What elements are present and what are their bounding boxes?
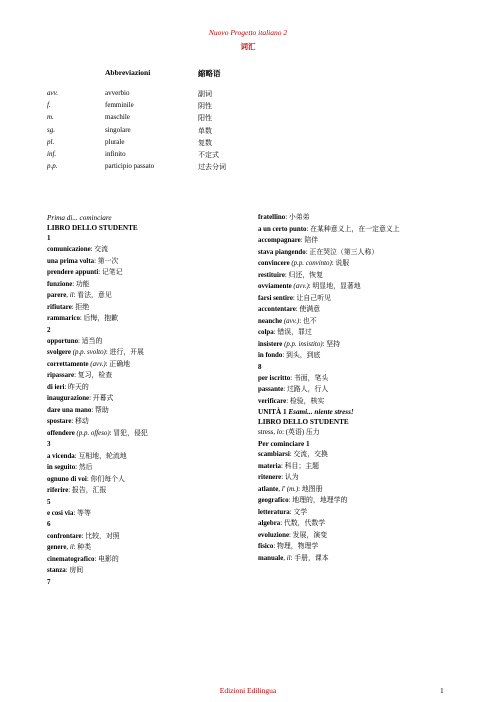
entry-term: dare una mano (47, 406, 92, 414)
entry-term: confrontare (47, 532, 82, 540)
vocabulary-entry (47, 486, 252, 495)
vocabulary-entry (47, 555, 252, 564)
entry-translation: : 坚持 (322, 340, 340, 348)
entry-term: passante (258, 386, 284, 394)
exercise-number: 8 (258, 362, 262, 371)
vocabulary-entry (258, 328, 458, 337)
entry-translation: : 种类 (73, 544, 92, 552)
entry-translation: : 交流，交换 (289, 451, 328, 459)
vocabulary-entry (258, 282, 458, 291)
abbreviation-italian: participio passato (105, 162, 155, 171)
entry-term: convincere (258, 260, 290, 267)
entry-translation: : 开幕式 (89, 395, 114, 403)
exercise-number: 1 (47, 234, 51, 242)
entry-term: per iscritto (258, 374, 291, 382)
abbreviation-italian: plurale (105, 137, 125, 146)
vocabulary-entry (47, 394, 252, 403)
entry-term: farsi sentire (258, 294, 293, 302)
entry-term: comunicazione (47, 246, 91, 254)
entry-translation: : 电影的 (94, 555, 119, 563)
vocabulary-entry (47, 509, 252, 518)
entry-term: rammarico (47, 315, 80, 323)
abbreviation-row (0, 126, 496, 136)
abbreviation-chinese: 阴性 (198, 102, 212, 111)
entry-term: offendere (47, 429, 75, 437)
entry-translation: : 手册，课本 (290, 554, 329, 562)
entry-term: stress (258, 429, 274, 437)
vocabulary-entry (47, 303, 252, 312)
abbreviation-italian: avverbio (105, 89, 130, 97)
entry-term: colpa (258, 329, 274, 336)
vocabulary-entry (258, 305, 458, 314)
entry-term: accompagnare (258, 237, 301, 244)
entry-term: a un certo punto (258, 225, 307, 233)
entry-translation: : 适当的 (78, 337, 103, 345)
entry-term: materia (258, 462, 281, 470)
vocabulary-entry (47, 475, 252, 484)
entry-grammar: (avv.) (88, 360, 106, 368)
entry-term: ovviamente (258, 283, 292, 290)
entry-term: manuale (258, 554, 284, 562)
vocabulary-entry (258, 554, 458, 563)
abbreviation-chinese: 单数 (198, 126, 212, 135)
abbreviation-code: sg. (47, 125, 55, 134)
entry-translation: : 代数，代数学 (280, 520, 326, 528)
vocabulary-entry (258, 271, 458, 280)
entry-translation: : 冒犯，侵犯 (109, 429, 148, 437)
entry-translation: : 正确地 (105, 360, 130, 368)
entry-term: ognuno di voi (47, 475, 87, 483)
entry-term: insistere (258, 340, 283, 348)
vocabulary-column-right (258, 213, 458, 565)
page-header-subtitle: 词汇 (240, 42, 256, 51)
vocabulary-entry (258, 248, 458, 257)
entry-grammar: (p.p. offeso) (74, 429, 110, 437)
abbreviation-code: m. (47, 113, 54, 122)
entry-translation: : 物理，物理学 (273, 543, 319, 551)
entry-translation: : 到头，到底 (282, 352, 321, 359)
entry-translation: : 报告，汇报 (68, 487, 107, 495)
entry-term: correttamente (47, 360, 89, 368)
abbreviation-code: avv. (47, 89, 58, 97)
entry-translation: : (英语) 压力 (282, 429, 320, 437)
vocabulary-entry (258, 531, 458, 540)
unit-label: UNITÀ 1 (258, 408, 289, 417)
entry-translation: : 拒绝 (71, 303, 90, 311)
entry-term: a vicenda (47, 452, 75, 460)
unit-title (258, 408, 458, 418)
abbreviations-heading-zh: 縮略语 (198, 69, 221, 78)
vocabulary-entry (258, 473, 458, 482)
entry-term: e così via (47, 509, 74, 517)
abbreviation-row (0, 113, 496, 123)
entry-term: geografico (258, 497, 289, 505)
exercise-number: 6 (47, 520, 51, 529)
entry-term: riferire (47, 487, 69, 495)
vocabulary-entry (258, 428, 458, 437)
vocabulary-entry (258, 397, 458, 406)
entry-translation: : 在某种意义上，在一定意义上 (306, 225, 400, 233)
entry-translation: : 房间 (65, 567, 84, 575)
entry-translation: : 书面，笔头 (290, 374, 329, 382)
abbreviation-italian: singolare (105, 125, 131, 134)
vocabulary-entry (47, 257, 252, 266)
entry-term: rifiutare (47, 303, 72, 311)
entry-translation: : 地理的，地理学的 (288, 497, 348, 505)
vocabulary-entry (47, 532, 252, 541)
entry-term: restituire (258, 271, 285, 279)
vocabulary-entry (258, 213, 458, 222)
entry-term: scambiarsi (258, 451, 290, 459)
entry-translation: : 科目；主题 (280, 462, 320, 470)
vocabulary-entry (258, 496, 458, 505)
entry-term: in fondo (258, 352, 283, 359)
entry-translation: : 第一次 (94, 257, 119, 265)
entry-term: fisico (258, 543, 274, 551)
section-subtitle: LIBRO DELLO STUDENTE (258, 417, 349, 426)
entry-translation: : 错误，罪过 (273, 329, 312, 336)
vocabulary-entry (47, 543, 252, 552)
vocabulary-entry (47, 337, 252, 346)
entry-term: funzione (47, 280, 73, 288)
section-subtitle: Per cominciare 1 (258, 439, 310, 448)
entry-term: una prima volta (47, 257, 95, 265)
exercise-number: 2 (47, 325, 51, 334)
vocabulary-entry (258, 462, 458, 471)
abbreviation-chinese: 副词 (198, 90, 212, 98)
vocabulary-entry (258, 317, 458, 326)
abbreviation-italian: infinito (105, 150, 126, 158)
entry-translation: : 说服 (331, 260, 350, 267)
entry-translation: : 你们每个人 (86, 475, 125, 483)
entry-translation: : 比较，对照 (81, 532, 120, 540)
abbreviation-code: inf. (47, 150, 57, 158)
vocabulary-entry (47, 245, 252, 254)
entry-term: inaugurazione (47, 395, 90, 403)
entry-grammar: (p.p. convinto) (289, 260, 332, 267)
entry-translation: : 陪伴 (300, 237, 319, 244)
entry-term: algebra (258, 520, 281, 528)
entry-grammar: , il (283, 554, 291, 562)
vocabulary-entry (258, 340, 458, 349)
entry-translation: : 过路人，行人 (283, 386, 329, 394)
abbreviation-chinese: 不定式 (198, 151, 219, 159)
entry-grammar: , il (66, 292, 74, 300)
entry-term: letteratura (258, 508, 290, 516)
vocabulary-entry (47, 348, 252, 357)
entry-term: accontentare (258, 306, 296, 313)
abbreviation-row (0, 138, 496, 148)
vocabulary-entry (258, 351, 458, 360)
entry-grammar: (avv.) (282, 317, 300, 325)
entry-term: parere (47, 292, 67, 300)
entry-translation: : 检验，核实 (286, 397, 325, 405)
abbreviation-row (0, 101, 496, 111)
vocabulary-entry (47, 383, 252, 392)
abbreviation-row (0, 150, 496, 160)
vocabulary-entry (47, 360, 252, 369)
vocabulary-entry (258, 508, 458, 517)
entry-term: verificare (258, 397, 287, 405)
entry-grammar: , il (66, 544, 74, 552)
vocabulary-entry (258, 374, 458, 383)
abbreviation-code: f. (47, 101, 51, 110)
entry-translation: : 互相地，轮流地 (74, 452, 127, 460)
exercise-number: 5 (47, 497, 51, 506)
entry-term: fratellino (258, 214, 286, 221)
vocabulary-entry (47, 291, 252, 300)
entry-translation: : 地图册 (298, 485, 323, 493)
entry-term: evoluzione (258, 531, 290, 539)
entry-translation: : 文学 (289, 508, 308, 516)
entry-term: stava piangendo (258, 248, 306, 256)
entry-translation: : 发展，演变 (289, 531, 328, 539)
abbreviation-chinese: 复数 (198, 138, 212, 147)
entry-translation: : 让自己听见 (292, 294, 331, 302)
entry-term: stanza (47, 567, 66, 575)
section-subtitle: LIBRO DELLO STUDENTE (47, 223, 138, 232)
entry-translation: : 看法，意见 (73, 292, 112, 300)
footer-page-number: 1 (440, 686, 444, 695)
vocabulary-entry (258, 542, 458, 551)
abbreviation-chinese: 阳性 (198, 114, 212, 123)
entry-term: atlante (258, 485, 279, 493)
entry-translation: : 昨天的 (64, 383, 89, 391)
entry-translation: : 功能 (72, 280, 90, 288)
entry-term: opportuno (47, 337, 79, 345)
vocabulary-entry (47, 314, 252, 323)
section-title: Prima di... cominciare (47, 214, 112, 222)
entry-term: neanche (258, 317, 283, 325)
entry-grammar: , l' (m.) (278, 485, 299, 493)
vocabulary-column-left (47, 212, 252, 589)
entry-term: prendere appunti (47, 269, 99, 277)
abbreviation-code: p.p. (47, 162, 58, 171)
abbreviation-row (0, 162, 496, 172)
entry-term: spostare (47, 418, 72, 426)
vocabulary-entry (258, 225, 458, 234)
exercise-number: 7 (47, 577, 51, 586)
abbreviation-italian: maschile (105, 113, 130, 122)
abbreviation-chinese: 过去分词 (198, 163, 226, 172)
vocabulary-entry (47, 566, 252, 575)
entry-translation: : 明显地，显著地 (308, 283, 361, 290)
entry-term: cinematografico (47, 555, 95, 563)
entry-translation: : 交流 (90, 246, 109, 254)
abbreviation-row (0, 89, 496, 99)
entry-translation: : 认为 (281, 474, 299, 482)
entry-translation: : 归还，恢复 (284, 271, 324, 279)
entry-term: in seguito (47, 464, 76, 472)
vocabulary-entry (47, 463, 252, 472)
vocabulary-entry (258, 450, 458, 459)
abbreviation-italian: femminile (105, 101, 134, 110)
vocabulary-entry (47, 280, 252, 289)
footer-publisher: Edizioni Edilingua (219, 686, 277, 695)
vocabulary-entry (47, 452, 252, 461)
entry-translation: : 记笔记 (98, 269, 123, 277)
entry-translation: : 后悔，抱歉 (79, 315, 118, 323)
entry-term: ripassare (47, 372, 75, 380)
vocabulary-entry (47, 417, 252, 426)
vocabulary-entry (47, 429, 252, 438)
entry-term: genere (47, 544, 67, 552)
entry-term: ritenere (258, 474, 282, 482)
entry-translation: : 也不 (299, 317, 317, 325)
entry-translation: : 正在哭泣（第三人称） (305, 248, 379, 256)
entry-grammar: (avv.) (291, 283, 309, 290)
entry-translation: : 然后 (75, 464, 93, 472)
entry-translation: : 复习，检查 (74, 372, 113, 380)
vocabulary-entry (258, 519, 458, 528)
vocabulary-entry (258, 259, 458, 268)
entry-translation: : 帮助 (91, 406, 109, 414)
entry-grammar: , lo (273, 429, 283, 437)
entry-term: di ieri (47, 383, 65, 391)
entry-translation: : 使满意 (295, 306, 321, 313)
entry-translation: : 移动 (71, 418, 89, 426)
vocabulary-entry (47, 406, 252, 415)
unit-name: Esami... niente stress! (288, 408, 354, 417)
vocabulary-entry (258, 294, 458, 303)
vocabulary-entry (258, 236, 458, 245)
vocabulary-entry (258, 485, 458, 494)
entry-grammar: (p.p. svolto) (70, 349, 106, 357)
vocabulary-entry (47, 268, 252, 277)
vocabulary-entry (258, 385, 458, 394)
entry-translation: : 等等 (73, 509, 91, 517)
abbreviation-code: pl. (47, 137, 55, 146)
vocabulary-entry (47, 371, 252, 380)
entry-translation: : 进行，开展 (105, 349, 144, 357)
entry-grammar: (p.p. insistito) (282, 340, 323, 348)
entry-term: svolgere (47, 349, 71, 357)
entry-translation: : 小弟弟 (285, 214, 310, 221)
abbreviations-heading-it: Abbreviazioni (105, 68, 151, 77)
page-header-title: Nuovo Progetto italiano 2 (208, 28, 288, 37)
exercise-number: 3 (47, 440, 51, 449)
